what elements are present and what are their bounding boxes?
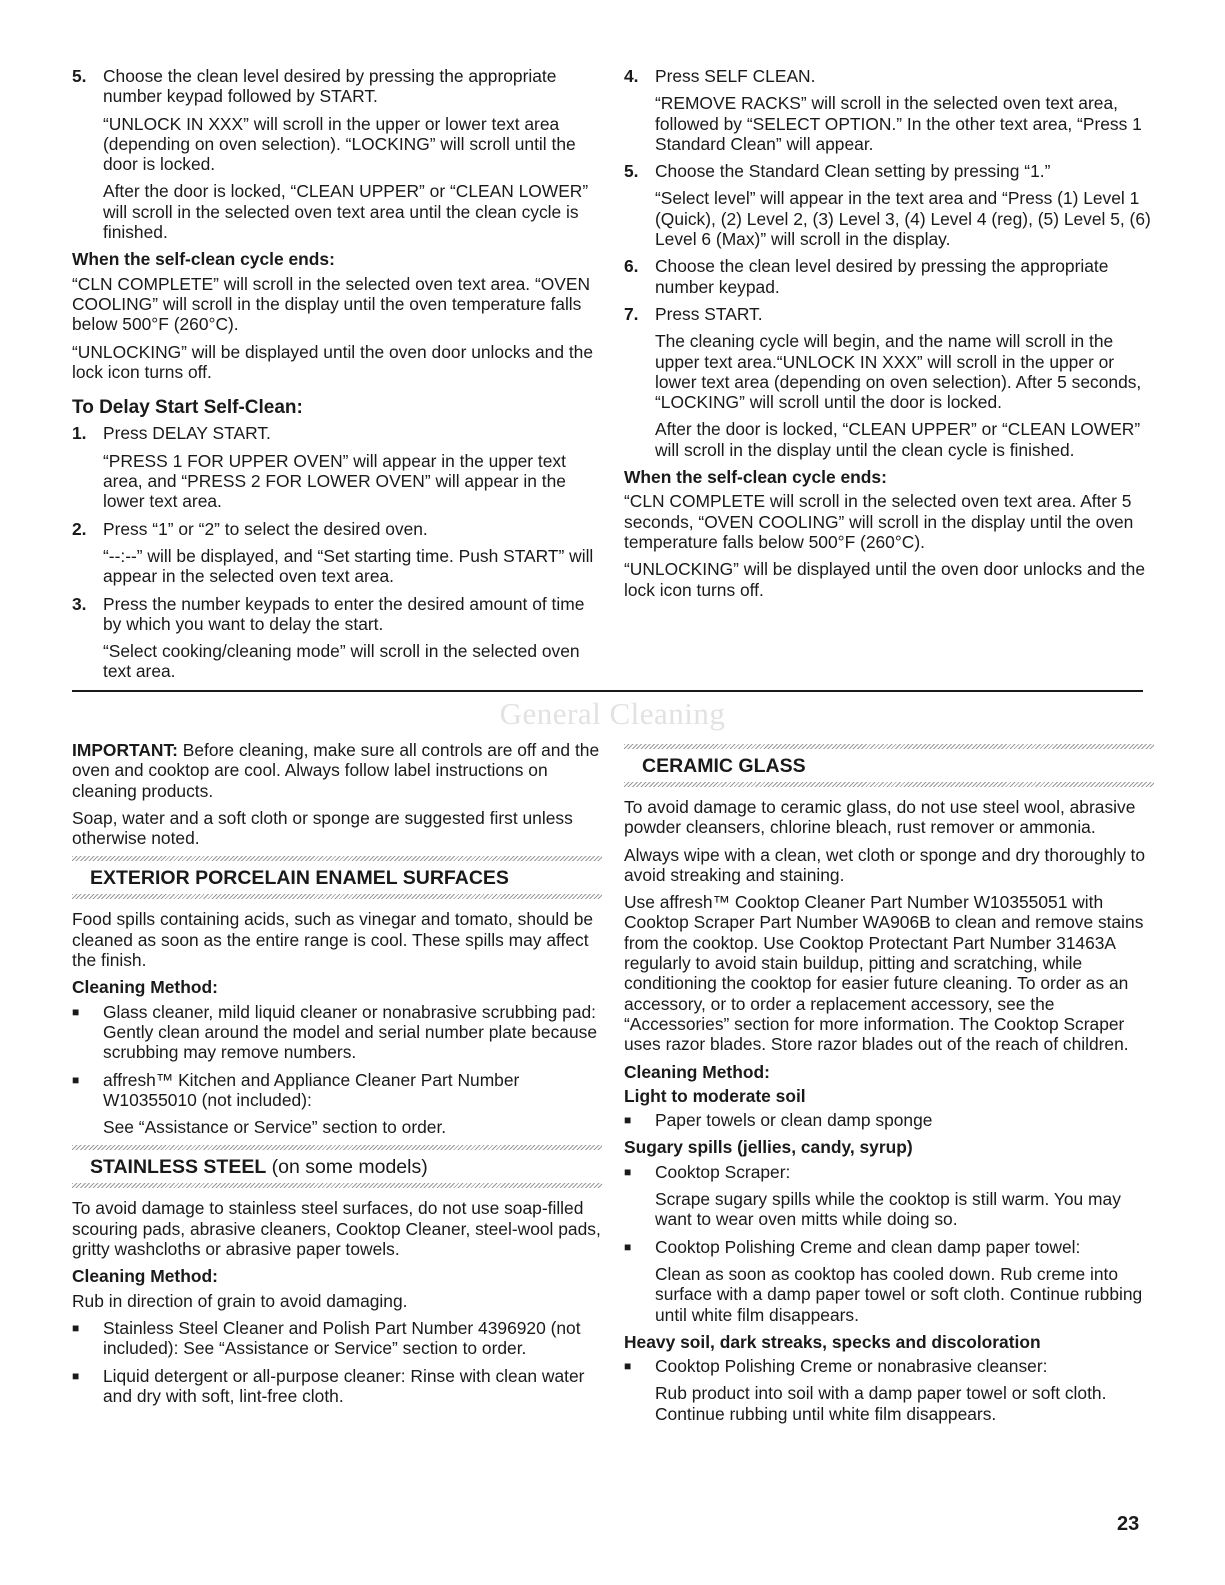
bullet-icon: ■ [624, 1113, 632, 1128]
page-number: 23 [1117, 1513, 1140, 1535]
paragraph: “UNLOCK IN XXX” will scroll in the upper or lower text area (depending on oven selection). “LOCKING” will scroll until the door is locked. [103, 113, 576, 175]
paragraph: “REMOVE RACKS” will scroll in the selected oven text area, followed by “SELECT OPTION.” In the other text area, “Press 1 Standard Clean” will appear. [655, 93, 1142, 154]
bottom-right-column [624, 740, 1154, 1431]
bullet-icon: ■ [72, 1368, 80, 1383]
paragraph: Food spills containing acids, such as vinegar and tomato, should be cleaned as soon as the entire range is cool. These spills may affect the finish. [72, 909, 594, 971]
paragraph: Scrape sugary spills while the cooktop is still warm. You may want to wear oven mitts while doing so. [655, 1189, 1121, 1230]
paragraph: “Select cooking/cleaning mode” will scroll in the selected oven text area. [103, 641, 580, 682]
bullet-icon: ■ [624, 1164, 632, 1179]
list-item: 2. Press “1” or “2” to select the desired oven. [72, 518, 428, 539]
paragraph: To avoid damage to stainless steel surfaces, do not use soap-filled scouring pads, abrasive cleaners, Cooktop Cleaner, steel-wool pads, gritty washcloths or abrasive paper towels. [72, 1198, 601, 1260]
section-heading: CERAMIC GLASS [642, 755, 806, 777]
paragraph: “--:--” will be displayed, and “Set starting time. Push START” will appear in the selected oven text area. [103, 545, 594, 587]
subheading: Cleaning Method: [624, 1061, 770, 1082]
bullet-item: ■ Paper towels or clean damp sponge [624, 1110, 933, 1131]
bullet-item: ■ Glass cleaner, mild liquid cleaner or nonabrasive scrubbing pad: Gently clean around the model and serial number plate because scrubbing may remove numbers. [72, 1001, 598, 1063]
exterior-section-header [72, 856, 602, 899]
bullet-icon: ■ [72, 1004, 80, 1019]
bullet-icon: ■ [72, 1072, 80, 1087]
bullet-item: ■ Cooktop Polishing Creme and clean damp paper towel: [624, 1236, 1081, 1257]
paragraph: Rub in direction of grain to avoid damaging. [72, 1290, 408, 1311]
list-item: 3. Press the number keypads to enter the desired amount of time by which you want to delay the start. [72, 593, 585, 634]
bullet-icon: ■ [624, 1359, 632, 1374]
bottom-left-column [72, 740, 602, 1413]
subheading: When the self-clean cycle ends: [72, 249, 335, 270]
ceramic-section-header [624, 744, 1154, 787]
bullet-icon: ■ [624, 1239, 632, 1254]
bullet-item: ■ Cooktop Scraper: [624, 1161, 791, 1182]
top-left-column [72, 66, 602, 689]
paragraph: Clean as soon as cooktop has cooled down. Rub creme into surface with a damp paper towel or soft cloth. Continue rubbing until white film disappears. [655, 1263, 1143, 1325]
paragraph: “CLN COMPLETE will scroll in the selected oven text area. After 5 seconds, “OVEN COOLING” will scroll in the display until the oven temperature falls below 500°F (260°C). [624, 491, 1134, 552]
hatch-rule [624, 782, 1154, 787]
subheading: Light to moderate soil [624, 1085, 806, 1106]
section-heading: To Delay Start Self-Clean: [72, 397, 303, 419]
important-label: IMPORTANT: [72, 740, 178, 760]
list-item: 7. Press START. [624, 303, 763, 324]
paragraph: To avoid damage to ceramic glass, do not use steel wool, abrasive powder cleansers, chlorine bleach, rust remover or ammonia. [624, 797, 1136, 838]
paragraph: “Select level” will appear in the text area and “Press (1) Level 1 (Quick), (2) Level 2, (3) Level 3, (4) Level 4 (reg), (5) Level 5, (6) Level 6 (Max)” will scroll in the display. [655, 188, 1151, 250]
paragraph: “UNLOCKING” will be displayed until the oven door unlocks and the lock icon turns off. [624, 559, 1146, 600]
paragraph: After the door is locked, “CLEAN UPPER” or “CLEAN LOWER” will scroll in the display until the clean cycle is finished. [655, 419, 1141, 460]
paragraph: Always wipe with a clean, wet cloth or sponge and dry thoroughly to avoid streaking and staining. [624, 844, 1146, 885]
list-item: 1. Press DELAY START. [72, 423, 271, 444]
section-title: General Cleaning [499, 696, 726, 731]
bullet-item: ■ Cooktop Polishing Creme or nonabrasive cleanser: [624, 1356, 1048, 1377]
bullet-item: ■ Stainless Steel Cleaner and Polish Part Number 4396920 (not included): See “Assistance or Service” section to order. [72, 1317, 581, 1359]
hatch-rule [72, 1183, 602, 1188]
paragraph: Rub product into soil with a damp paper towel or soft cloth. Continue rubbing until white film disappears. [655, 1383, 1107, 1424]
bullet-icon: ■ [72, 1320, 80, 1335]
bullet-item: ■ affresh™ Kitchen and Appliance Cleaner Part Number W10355010 (not included): [72, 1069, 520, 1110]
paragraph: See “Assistance or Service” section to order. [103, 1117, 447, 1138]
paragraph: Soap, water and a soft cloth or sponge are suggested first unless otherwise noted. [72, 807, 573, 849]
list-item: 4. Press SELF CLEAN. [624, 66, 816, 86]
paragraph: The cleaning cycle will begin, and the name will scroll in the upper text area.“UNLOCK IN XXX” will scroll in the upper or lower text area (depending on oven selection). After 5 seconds, “LOCKING” will scroll until the door is locked. [655, 331, 1142, 413]
paragraph: Use affresh™ Cooktop Cleaner Part Number W10355051 with Cooktop Scraper Part Number WA906B to clean and remove stains from the cooktop. Use Cooktop Protectant Part Number 31463A regularly to avoid stain buildup, pitting and scratching, while conditioning the cooktop for easier future cleaning. To order as an accessory, or to order a replacement accessory, see the “Accessories” section for more information. The Cooktop Scraper uses razor blades. Store razor blades out of the reach of children. [624, 892, 1144, 1055]
list-item: 5. Choose the Standard Clean setting by pressing “1.” [624, 161, 1051, 182]
paragraph: After the door is locked, “CLEAN UPPER” or “CLEAN LOWER” will scroll in the selected oven text area until the clean cycle is finished. [103, 181, 589, 243]
section-heading: EXTERIOR PORCELAIN ENAMEL SURFACES [90, 867, 509, 890]
list-item: 6. Choose the clean level desired by pressing the appropriate number keypad. [624, 256, 1109, 297]
paragraph: “PRESS 1 FOR UPPER OVEN” will appear in the upper text area, and “PRESS 2 FOR LOWER OVEN” will appear in the lower text area. [103, 450, 566, 512]
important-note: IMPORTANT: Before cleaning, make sure all controls are off and the oven and cooktop are cool. Always follow label instructions on cleaning products. [72, 740, 600, 801]
bullet-item: ■ Liquid detergent or all-purpose cleaner: Rinse with clean water and dry with soft, lint-free cloth. [72, 1365, 585, 1406]
subheading: Sugary spills (jellies, candy, syrup) [624, 1137, 913, 1158]
section-divider [72, 690, 1143, 692]
paragraph: “CLN COMPLETE” will scroll in the selected oven text area. “OVEN COOLING” will scroll in the display until the oven temperature falls below 500°F (260°C). [72, 273, 591, 335]
list-item: 5. Choose the clean level desired by pressing the appropriate number keypad followed by START. [72, 66, 557, 107]
top-right-column [624, 66, 1154, 607]
hatch-rule [72, 894, 602, 899]
subheading: When the self-clean cycle ends: [624, 467, 887, 488]
paragraph: “UNLOCKING” will be displayed until the oven door unlocks and the lock icon turns off. [72, 341, 594, 382]
subheading: Heavy soil, dark streaks, specks and discoloration [624, 1331, 1041, 1352]
stainless-section-header [72, 1145, 602, 1188]
subheading: Cleaning Method: [72, 1266, 218, 1287]
subheading: Cleaning Method: [72, 977, 218, 998]
section-heading: STAINLESS STEEL (on some models) [90, 1156, 428, 1179]
